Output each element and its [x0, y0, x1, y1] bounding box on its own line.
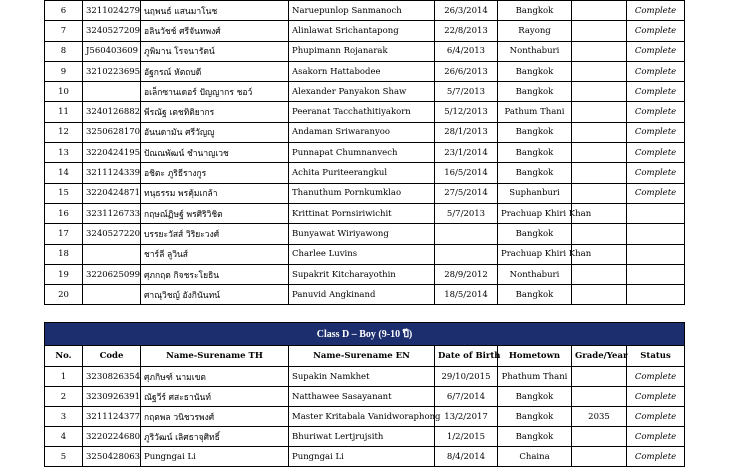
name-th: ปัณณพัฒน์ ชำนาญเวช: [141, 143, 289, 163]
table-row: [45, 407, 685, 427]
student-code: 3230926391: [83, 387, 141, 407]
student-code: 3240527220: [83, 224, 141, 244]
row-number: 6: [45, 1, 83, 21]
date-of-birth: 8/4/2014: [435, 447, 498, 467]
date-of-birth: 26/3/2014: [435, 1, 498, 21]
hometown: Pathum Thani: [498, 102, 572, 122]
date-of-birth: 28/9/2012: [435, 264, 498, 284]
student-code: 3231126733: [83, 203, 141, 223]
name-th: ภูริวัฒน์ เลิศธาจุศิทธิ์: [141, 427, 289, 447]
row-number: 1: [45, 367, 83, 387]
column-header: Date of Birth: [435, 346, 498, 367]
name-th: อเล็กซานเดอร์ ปัญญากร ชอว์: [141, 82, 289, 102]
student-table-class-d-boy: [44, 322, 685, 467]
column-header: Hometown: [498, 346, 572, 367]
hometown: Bangkok: [498, 122, 572, 142]
row-number: 15: [45, 183, 83, 203]
name-th: อันนดามัน ศรีวัญญู: [141, 122, 289, 142]
row-number: 9: [45, 61, 83, 81]
status: Complete: [627, 163, 685, 183]
row-number: 13: [45, 143, 83, 163]
student-code: 3220424195: [83, 143, 141, 163]
student-code: 3230826354: [83, 367, 141, 387]
student-code: [83, 244, 141, 264]
status: [627, 264, 685, 284]
table-row: [45, 143, 685, 163]
hometown: Bangkok: [498, 224, 572, 244]
hometown: Bangkok: [498, 285, 572, 305]
name-th: อัฐกรณ์ หัตถบดี: [141, 61, 289, 81]
table-row: [45, 21, 685, 41]
name-th: ศุภกิษฑ์ นามเขต: [141, 367, 289, 387]
name-en: Thanuthum Pornkumklao: [289, 183, 435, 203]
status: [627, 285, 685, 305]
student-code: [83, 285, 141, 305]
table-row: [45, 264, 685, 284]
date-of-birth: 28/1/2013: [435, 122, 498, 142]
name-th: พีรณัฐ เตชทิติยากร: [141, 102, 289, 122]
hometown: Bangkok: [498, 61, 572, 81]
student-code: 3220625099: [83, 264, 141, 284]
status: Complete: [627, 367, 685, 387]
hometown: Bangkok: [498, 82, 572, 102]
date-of-birth: 5/7/2013: [435, 203, 498, 223]
grade-year: 2035: [572, 407, 627, 427]
grade-year: [572, 61, 627, 81]
date-of-birth: [435, 244, 498, 264]
column-header: Status: [627, 346, 685, 367]
name-en: Charlee Luvins: [289, 244, 435, 264]
row-number: 5: [45, 447, 83, 467]
name-en: Bhuriwat Lertjrujsith: [289, 427, 435, 447]
row-number: 16: [45, 203, 83, 223]
row-number: 12: [45, 122, 83, 142]
date-of-birth: 29/10/2015: [435, 367, 498, 387]
hometown: Suphanburi: [498, 183, 572, 203]
name-en: Bunyawat Wiriyawong: [289, 224, 435, 244]
row-number: 18: [45, 244, 83, 264]
date-of-birth: [435, 224, 498, 244]
student-code: J560403609: [83, 41, 141, 61]
hometown: Prachuap Khiri Khan: [498, 203, 572, 223]
table-row: [45, 224, 685, 244]
student-table-previous-class: [44, 0, 685, 305]
date-of-birth: 13/2/2017: [435, 407, 498, 427]
status: Complete: [627, 447, 685, 467]
hometown: Bangkok: [498, 427, 572, 447]
grade-year: [572, 122, 627, 142]
hometown: Bangkok: [498, 143, 572, 163]
name-en: Supakin Namkhet: [289, 367, 435, 387]
table-row: [45, 122, 685, 142]
grade-year: [572, 447, 627, 467]
status: Complete: [627, 61, 685, 81]
table-row: [45, 61, 685, 81]
student-code: 3211124377: [83, 407, 141, 427]
name-th: Pungngai Li: [141, 447, 289, 467]
grade-year: [572, 427, 627, 447]
table-row: [45, 285, 685, 305]
status: Complete: [627, 1, 685, 21]
class-title: Class D – Boy (9-10 ปี): [45, 323, 685, 346]
status: [627, 203, 685, 223]
column-header: Name-Surename TH: [141, 346, 289, 367]
table-row: [45, 41, 685, 61]
table-row: [45, 203, 685, 223]
date-of-birth: 1/2/2015: [435, 427, 498, 447]
name-en: Phupimann Rojanarak: [289, 41, 435, 61]
name-th: ณัฐวีร์ ศสะธานันท์: [141, 387, 289, 407]
row-number: 20: [45, 285, 83, 305]
student-code: [83, 82, 141, 102]
grade-year: [572, 1, 627, 21]
status: Complete: [627, 122, 685, 142]
status: [627, 244, 685, 264]
student-code: 3220424871: [83, 183, 141, 203]
table-row: [45, 102, 685, 122]
grade-year: [572, 143, 627, 163]
row-number: 3: [45, 407, 83, 427]
student-code: 3250428063: [83, 447, 141, 467]
column-header: Grade/Year: [572, 346, 627, 367]
row-number: 4: [45, 427, 83, 447]
name-en: Naruepunlop Sanmanoch: [289, 1, 435, 21]
date-of-birth: 23/1/2014: [435, 143, 498, 163]
table-row: [45, 244, 685, 264]
date-of-birth: 6/4/2013: [435, 41, 498, 61]
hometown: Bangkok: [498, 407, 572, 427]
grade-year: [572, 264, 627, 284]
student-code: 3220224680: [83, 427, 141, 447]
name-en: Panuvid Angkinand: [289, 285, 435, 305]
hometown: Chaina: [498, 447, 572, 467]
name-en: Supakrit Kitcharayothin: [289, 264, 435, 284]
row-number: 7: [45, 21, 83, 41]
student-code: 3211124339: [83, 163, 141, 183]
hometown: Phathum Thani: [498, 367, 572, 387]
grade-year: [572, 387, 627, 407]
status: Complete: [627, 427, 685, 447]
student-code: 3240126882: [83, 102, 141, 122]
student-code: 3250628170: [83, 122, 141, 142]
name-th: กฤษณ์ฏิษฐ์ พรศิริวิชิต: [141, 203, 289, 223]
status: Complete: [627, 21, 685, 41]
row-number: 2: [45, 387, 83, 407]
name-en: Achita Puriteerangkul: [289, 163, 435, 183]
row-number: 10: [45, 82, 83, 102]
row-number: 19: [45, 264, 83, 284]
name-th: นฤพนธ์ แสนมาโนช: [141, 1, 289, 21]
grade-year: [572, 367, 627, 387]
row-number: 17: [45, 224, 83, 244]
name-en: Alinlawat Srichantapong: [289, 21, 435, 41]
grade-year: [572, 82, 627, 102]
status: Complete: [627, 407, 685, 427]
student-code: 3240527209: [83, 21, 141, 41]
name-th: อชิตะ ภูริธีรางกูร: [141, 163, 289, 183]
table-row: [45, 183, 685, 203]
date-of-birth: 5/7/2013: [435, 82, 498, 102]
name-en: Peeranat Tacchathitiyakorn: [289, 102, 435, 122]
column-header: Code: [83, 346, 141, 367]
row-number: 8: [45, 41, 83, 61]
status: Complete: [627, 143, 685, 163]
name-en: Pungngai Li: [289, 447, 435, 467]
name-en: Alexander Panyakon Shaw: [289, 82, 435, 102]
column-header: Name-Surename EN: [289, 346, 435, 367]
name-en: Punnapat Chumnanvech: [289, 143, 435, 163]
hometown: Nonthaburi: [498, 41, 572, 61]
name-en: Andaman Sriwaranyoo: [289, 122, 435, 142]
name-th: ศุภกฤต กิจชระโยธิน: [141, 264, 289, 284]
row-number: 14: [45, 163, 83, 183]
table-row: [45, 427, 685, 447]
hometown: Bangkok: [498, 1, 572, 21]
status: Complete: [627, 387, 685, 407]
name-en: Master Kritabala Vanidworaphong: [289, 407, 435, 427]
status: Complete: [627, 82, 685, 102]
column-header: No.: [45, 346, 83, 367]
status: Complete: [627, 102, 685, 122]
grade-year: [572, 224, 627, 244]
student-code: 3211024279: [83, 1, 141, 21]
name-th: อลินวัชช์ ศรีจันทพงศ์: [141, 21, 289, 41]
hometown: Nonthaburi: [498, 264, 572, 284]
name-th: กฤตพล วนิชวรพงศ์: [141, 407, 289, 427]
name-th: ทนุธรรม พรคุ้มเกล้า: [141, 183, 289, 203]
name-th: ศาณุวิชญ์ อังกินันทน์: [141, 285, 289, 305]
hometown: Bangkok: [498, 163, 572, 183]
table-row: [45, 367, 685, 387]
name-th: บรรยะวัสส์ วิริยะวงศ์: [141, 224, 289, 244]
date-of-birth: 5/12/2013: [435, 102, 498, 122]
student-code: 3210223695: [83, 61, 141, 81]
date-of-birth: 27/5/2014: [435, 183, 498, 203]
date-of-birth: 26/6/2013: [435, 61, 498, 81]
grade-year: [572, 285, 627, 305]
name-en: Krittinat Pornsiriwichit: [289, 203, 435, 223]
date-of-birth: 16/5/2014: [435, 163, 498, 183]
hometown: Prachuap Khiri Khan: [498, 244, 572, 264]
status: Complete: [627, 41, 685, 61]
date-of-birth: 6/7/2014: [435, 387, 498, 407]
table-row: [45, 387, 685, 407]
name-en: Asakorn Hattabodee: [289, 61, 435, 81]
hometown: Rayong: [498, 21, 572, 41]
status: [627, 224, 685, 244]
table-row: [45, 163, 685, 183]
grade-year: [572, 163, 627, 183]
grade-year: [572, 183, 627, 203]
name-th: ภูพิมาน โรจนารัตน์: [141, 41, 289, 61]
grade-year: [572, 102, 627, 122]
status: Complete: [627, 183, 685, 203]
grade-year: [572, 21, 627, 41]
hometown: Bangkok: [498, 387, 572, 407]
date-of-birth: 18/5/2014: [435, 285, 498, 305]
row-number: 11: [45, 102, 83, 122]
grade-year: [572, 41, 627, 61]
table-row: [45, 447, 685, 467]
table-row: [45, 82, 685, 102]
name-th: ชาร์ลี ลูวินส์: [141, 244, 289, 264]
name-en: Natthawee Sasayanant: [289, 387, 435, 407]
date-of-birth: 22/8/2013: [435, 21, 498, 41]
table-row: [45, 1, 685, 21]
